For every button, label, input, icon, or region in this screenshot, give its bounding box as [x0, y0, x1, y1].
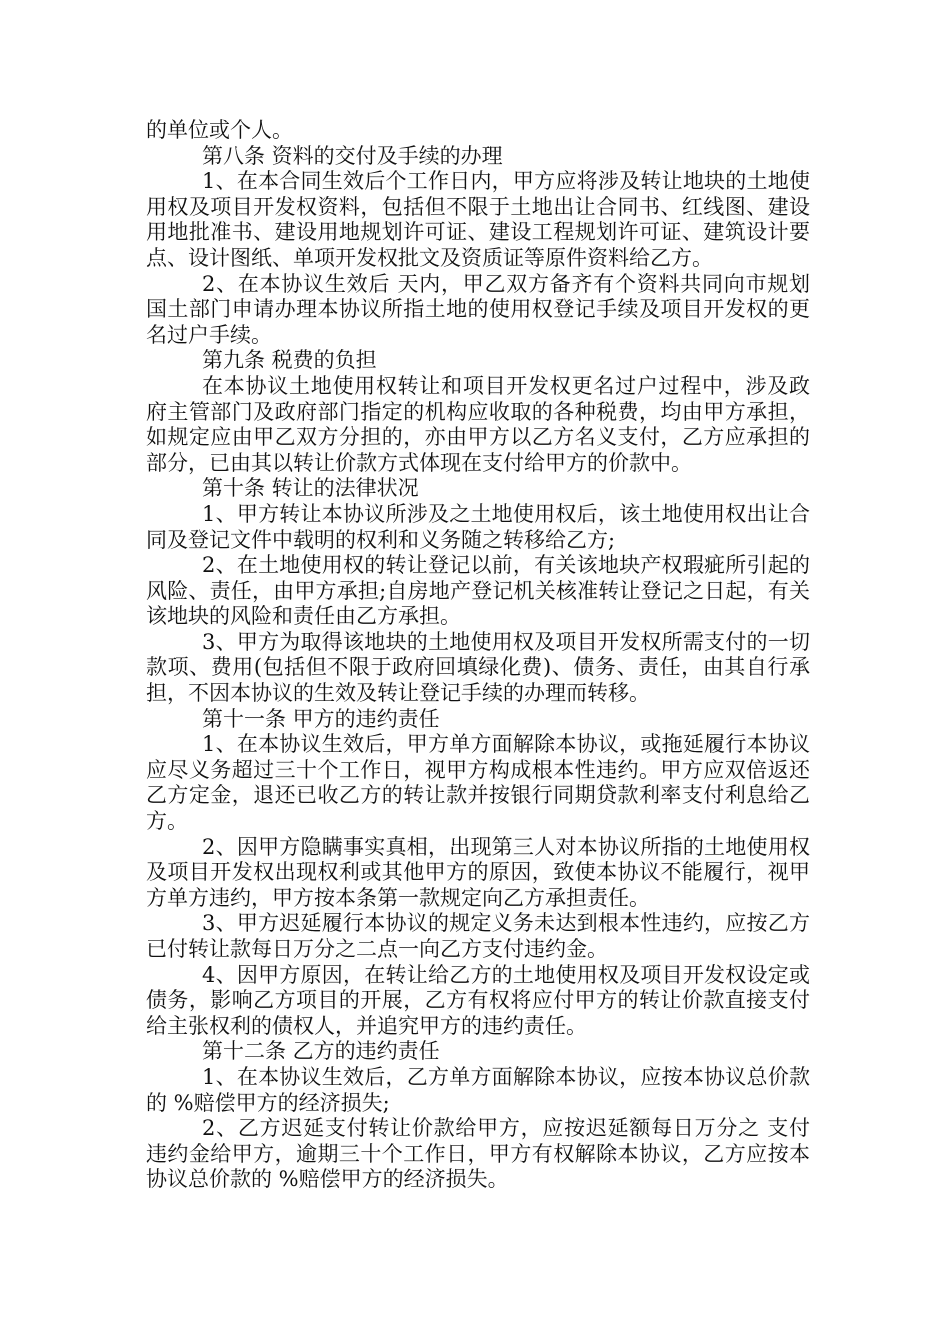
paragraph: 4、因甲方原因，在转让给乙方的土地使用权及项目开发权设定或债务，影响乙方项目的开展，乙方有权将应付甲方的转让价款直接支付给主张权利的债权人，并追究甲方的违约责任。 [146, 962, 810, 1038]
paragraph: 2、乙方迟延支付转让价款给甲方，应按迟延额每日万分之 支付违约金给甲方，逾期三十个工作日，甲方有权解除本协议，乙方应按本协议总价款的 %赔偿甲方的经济损失。 [146, 1116, 810, 1192]
section-heading: 第十条 转让的法律状况 [202, 476, 419, 501]
section-heading: 第十一条 甲方的违约责任 [202, 706, 440, 731]
paragraph: 2、因甲方隐瞒事实真相，出现第三人对本协议所指的土地使用权及项目开发权出现权利或其他甲方的原因，致使本协议不能履行，视甲方单方违约，甲方按本条第一款规定向乙方承担责任。 [146, 834, 810, 910]
paragraph: 2、在土地使用权的转让登记以前，有关该地块产权瑕疵所引起的风险、责任，由甲方承担;自房地产登记机关核准转让登记之日起，有关该地块的风险和责任由乙方承担。 [146, 553, 810, 629]
document-page [146, 118, 810, 1193]
paragraph: 1、在本协议生效后，甲方单方面解除本协议，或拖延履行本协议应尽义务超过三十个工作日，视甲方构成根本性违约。甲方应双倍返还乙方定金，退还已收乙方的转让款并按银行同期贷款利率支付利息给乙方。 [146, 732, 810, 834]
paragraph: 1、在本合同生效后个工作日内，甲方应将涉及转让地块的土地使用权及项目开发权资料，包括但不限于土地出让合同书、红线图、建设用地批准书、建设用地规划许可证、建设工程规划许可证、建筑设计要点、设计图纸、单项开发权批文及资质证等原件资料给乙方。 [146, 169, 810, 270]
paragraph: 1、甲方转让本协议所涉及之土地使用权后，该土地使用权出让合同及登记文件中载明的权利和义务随之转移给乙方; [146, 501, 810, 552]
paragraph: 3、甲方迟延履行本协议的规定义务未达到根本性违约，应按乙方已付转让款每日万分之二点一向乙方支付违约金。 [146, 911, 810, 961]
paragraph: 的单位或个人。 [146, 118, 293, 142]
paragraph: 3、甲方为取得该地块的土地使用权及项目开发权所需支付的一切款项、费用(包括但不限于政府回填绿化费)、债务、责任，由其自行承担，不因本协议的生效及转让登记手续的办理而转移。 [146, 629, 810, 706]
section-heading: 第十二条 乙方的违约责任 [202, 1039, 440, 1064]
section-heading: 第八条 资料的交付及手续的办理 [202, 143, 503, 168]
paragraph: 2、在本协议生效后 天内，甲乙双方备齐有个资料共同向市规划国土部门申请办理本协议所指土地的使用权登记手续及项目开发权的更名过户手续。 [146, 271, 810, 347]
paragraph: 在本协议土地使用权转让和项目开发权更名过户过程中，涉及政府主管部门及政府部门指定的机构应收取的各种税费，均由甲方承担，如规定应由甲乙双方分担的，亦由甲方以乙方名义支付，乙方应承担的部分，已由其以转让价款方式体现在支付给甲方的价款中。 [146, 373, 810, 475]
section-heading: 第九条 税费的负担 [202, 348, 377, 373]
paragraph: 1、在本协议生效后，乙方单方面解除本协议，应按本协议总价款的 %赔偿甲方的经济损失; [146, 1064, 810, 1115]
